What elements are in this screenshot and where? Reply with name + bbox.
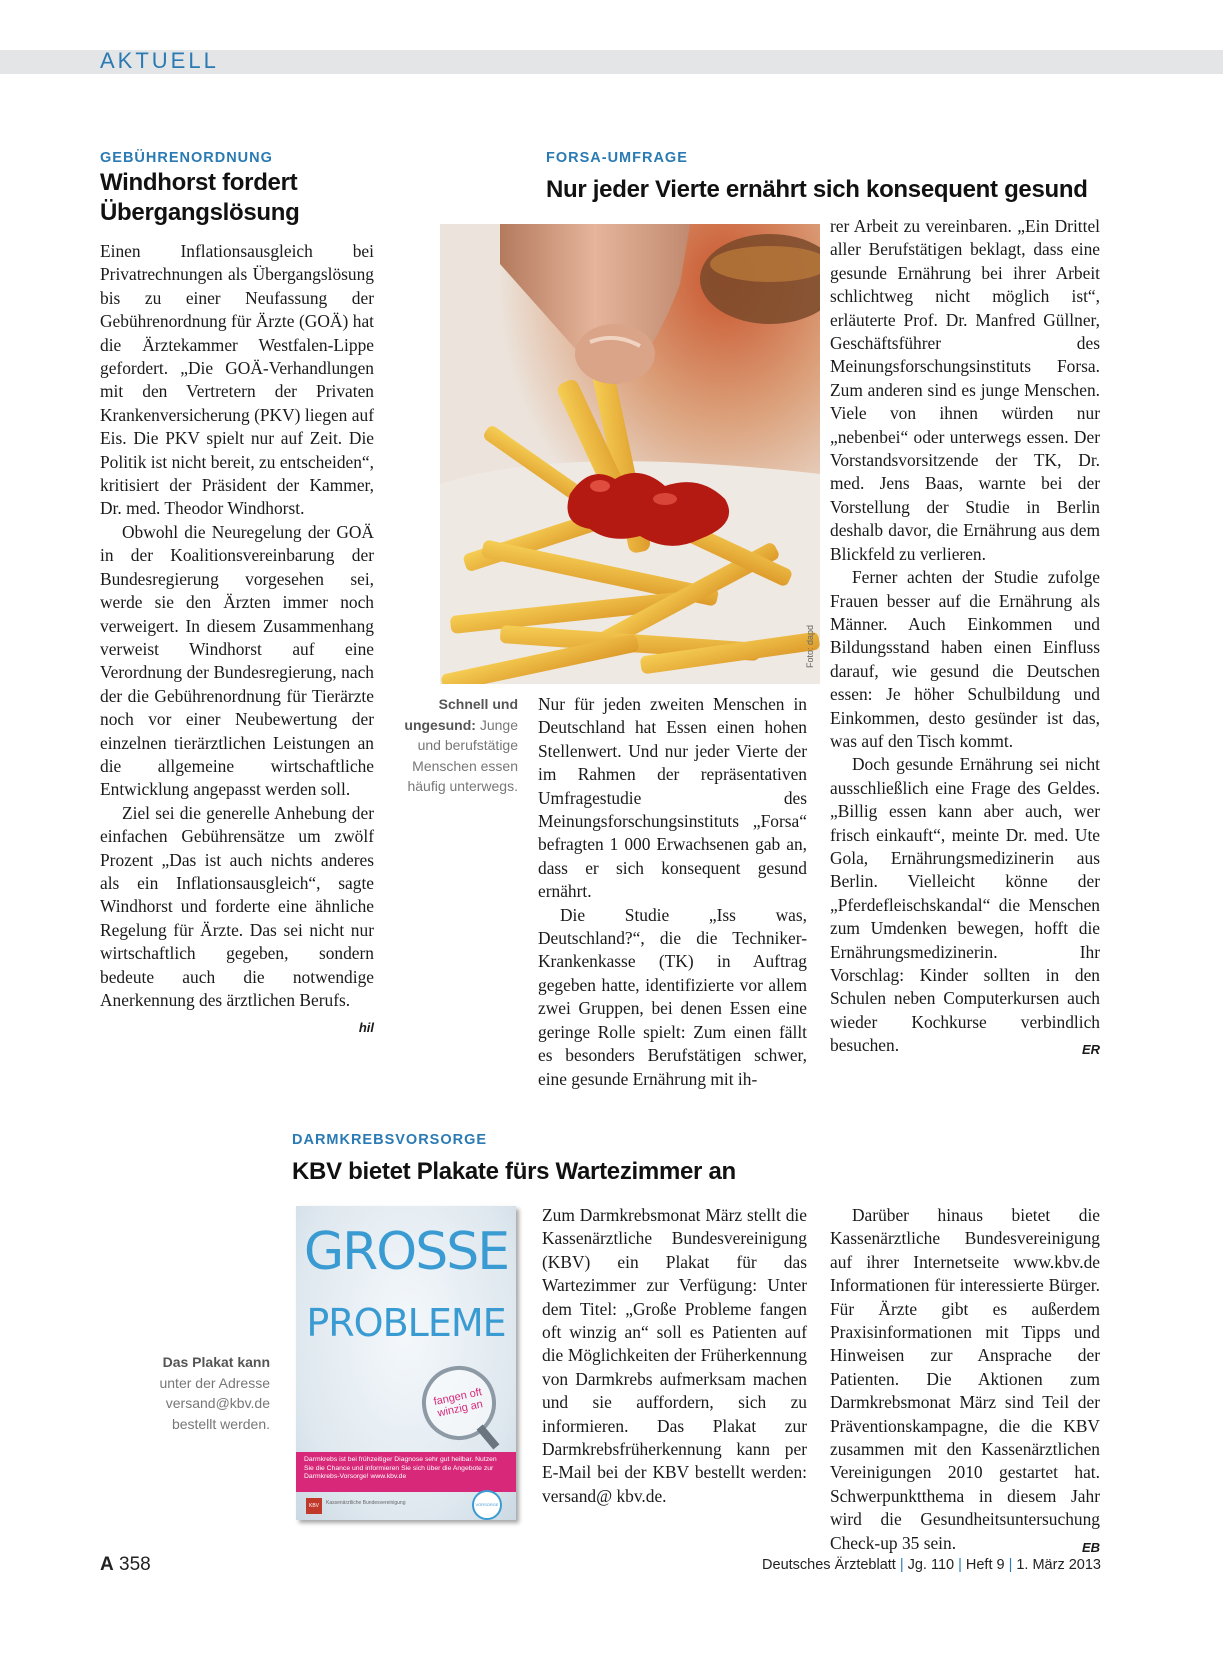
article3-kicker: DARMKREBSVORSORGE [292,1132,488,1148]
fries-photo [440,224,820,684]
article2-signature: ER [1081,1042,1100,1058]
page-number: A 358 [100,1554,151,1575]
article2-body-col1 [538,693,807,1091]
article2-paragraph: Ferner achten der Studie zufolge Frauen besser auf die Ernährung als Männer. Auch Einkommen und Bildungsstand haben einen Einfluss darauf, wie gesund die Deutschen essen: Je höher Schulbildung und Einkommen, desto gesünder ist das, was auf den Tisch kommt. [830,567,1100,751]
article2-paragraph: rer Arbeit zu vereinbaren. „Ein Drittel aller Berufstätigen beklagt, dass eine gesunde Ernährung bei ihrer Arbeit schlichtweg nicht möglich ist“, erläuterte Prof. Dr. Manfred Güllner, Geschäftsführer des Meinungsforschungsinstituts Forsa. Zum anderen sind es junge Menschen. Viele von ihnen würden nur „nebenbei“ oder unterwegs essen. Der Vorstandsvorsitzende der TK, Dr. med. Jens Baas, warnte bei der Vorstellung der Studie in Berlin deshalb davor, die Ernährung aus dem Blickfeld zu verlieren. [830,216,1100,564]
article3-body-col1 [542,1204,807,1508]
article1-body [100,240,374,1040]
article2-paragraph: Doch gesunde Ernährung sei nicht ausschließlich eine Frage des Geldes. „Billig essen kann aber auch, wer frisch einkauft“, meinte Dr. med. Ute Gola, Ernährungsmedizinerin aus Berlin. Vielleicht könne der „Pferdefleischskandal“ die Menschen zum Umdenken bewegen, hofft die Ernährungsmedizinerin. Ihr Vorschlag: Kinder sollten in den Schulen neben Computerkursen auch wieder Kochkurse verbindlich besuchen. ER [830,753,1100,1057]
article2-paragraph: Die Studie „Iss was, Deutschland?“, die die Techniker-Krankenkasse (TK) in Auftrag gegeben hatte, identifizierte vor allem zwei Gruppen, bei denen Essen eine geringe Rolle spielt: Zum einen fällt es besonders Berufstätigen schwer, eine gesunde Ernährung mit ih- [538,904,807,1089]
photo-credit: Foto: dapd [805,624,815,668]
kbv-logo: KBV [306,1498,322,1514]
journal-footer: Deutsches Ärzteblatt | Jg. 110 | Heft 9 | 1. März 2013 [762,1557,1101,1573]
poster-org-name: Kassenärztliche Bundesvereinigung [326,1500,406,1506]
article2-paragraph: Nur für jeden zweiten Menschen in Deutschland hat Essen einen hohen Stellenwert. Und nur jeder Vierte der im Rahmen der repräsentativen Umfragestudie des Meinungsforschungsinstituts „Forsa“ befragten 1 000 Erwachsenen gab an, dass er sich konsequent gesund ernährt. [538,694,807,902]
article1-signature: hil [358,1020,374,1036]
section-label: AKTUELL [100,48,219,73]
article3-paragraph: Darüber hinaus bietet die Kassenärztliche Bundesvereinigung auf ihrer Internetseite www.kbv.de Informationen für interessierte Bürger. Für Ärzte gibt es außerdem Praxisinformationen mit Tipps und Hinweisen zur Ansprache der Patienten. Die Aktionen zum Darmkrebsmonat März sind Teil der Präventionskampagne, die die KBV zusammen mit den Kassenärztlichen Vereinigungen 2010 gestartet hat. Schwerpunktthema in diesem Jahr wird die Gesundheitsuntersuchung Check-up 35 sein. EB [830,1204,1100,1555]
article1-paragraph: Obwohl die Neuregelung der GOÄ in der Koalitionsvereinbarung der Bundesregierung vorgesehen sei, werde sie den Ärzten immer noch verweigert. In diesem Zusammenhang verweist Windhorst auf eine Verordnung der Bundesregierung, nach der die Gebührenordnung für Tierärzte noch vor einer Neubewertung der einzelnen tierärztlichen Leistungen an die allgemeine wirtschaftliche Entwicklung angepasst werden soll. [100,521,374,800]
article1-headline: Windhorst fordert Übergangslösung [100,169,300,226]
fingertip-shape [575,324,655,384]
poster-badge: VORSORGE [472,1490,502,1520]
article3-caption: Das Plakat kann unter der Adresse versand@kbv.de bestellt werden. [159,1354,270,1432]
article1-paragraph: Einen Inflationsausgleich bei Privatrechnungen als Übergangslösung bis zu einer Neufassung der Gebührenordnung für Ärzte (GOÄ) hat die Ärztekammer Westfalen-Lippe gefordert. „Die GOÄ-Verhandlungen mit den Vertretern der Privaten Krankenversicherung (PKV) liegen auf Eis. Die PKV spielt nur auf Zeit. Die Politik ist nicht bereit, zu entscheiden“, kritisiert der Präsident der Kammer, Dr. med. Theodor Windhorst. [100,241,374,519]
article2-caption: Schnell und ungesund: Junge und berufstätige Menschen essen häufig unterwegs. [404,696,518,794]
poster-info-band: Darmkrebs ist bei frühzeitiger Diagnose sehr gut heilbar. Nutzen Sie die Chance und informieren Sie sich über die Angebote zur Darmkrebs-Vorsorge! www.kbv.de [296,1452,516,1492]
journal-volume: Jg. 110 [907,1557,955,1573]
article2-headline: Nur jeder Vierte ernährt sich konsequent gesund [546,176,1088,203]
article2-kicker: FORSA-UMFRAGE [546,150,688,166]
poster-image [296,1206,516,1520]
article3-signature: EB [1081,1539,1100,1555]
article2-body-col2 [830,215,1100,1062]
article1-paragraph: Ziel sei die generelle Anhebung der einfachen Gebührensätze um zwölf Prozent „Das ist auch nichts anderes als ein Inflationsausgleich“, sagte Windhorst und forderte eine ähnliche Regelung für Ärzte. Das sei nicht nur wirtschaftlich gegeben, sondern bedeute auch die notwendige Anerkennung des ärztlichen Berufs. hil [100,802,374,1013]
article3-paragraph: Zum Darmkrebsmonat März stellt die Kassenärztliche Bundesvereinigung (KBV) ein Plakat für das Wartezimmer zur Verfügung: Unter dem Titel: „Große Probleme fangen oft winzig an“ soll es Patienten auf die Möglichkeiten der Früherkennung von Darmkrebs aufmerksam machen und sie auffordern, sich zu informieren. Das Plakat zur Darmkrebsfrüherkennung kann per E-Mail bei der KBV bestellt werden: versand@ kbv.de. [542,1205,807,1506]
journal-name: Deutsches Ärzteblatt [762,1557,896,1573]
article1-kicker: GEBÜHRENORDNUNG [100,150,273,166]
journal-date: 1. März 2013 [1016,1557,1101,1573]
article3-body-col2 [830,1204,1100,1559]
poster-magnifier-bubble: fangen oft winzig an [415,1359,503,1447]
poster-title-line1: GROSSE [303,1222,509,1282]
poster-title-line2: PROBLEME [306,1301,506,1345]
article3-headline: KBV bietet Plakate fürs Wartezimmer an [292,1158,736,1185]
journal-issue: Heft 9 [965,1557,1005,1573]
